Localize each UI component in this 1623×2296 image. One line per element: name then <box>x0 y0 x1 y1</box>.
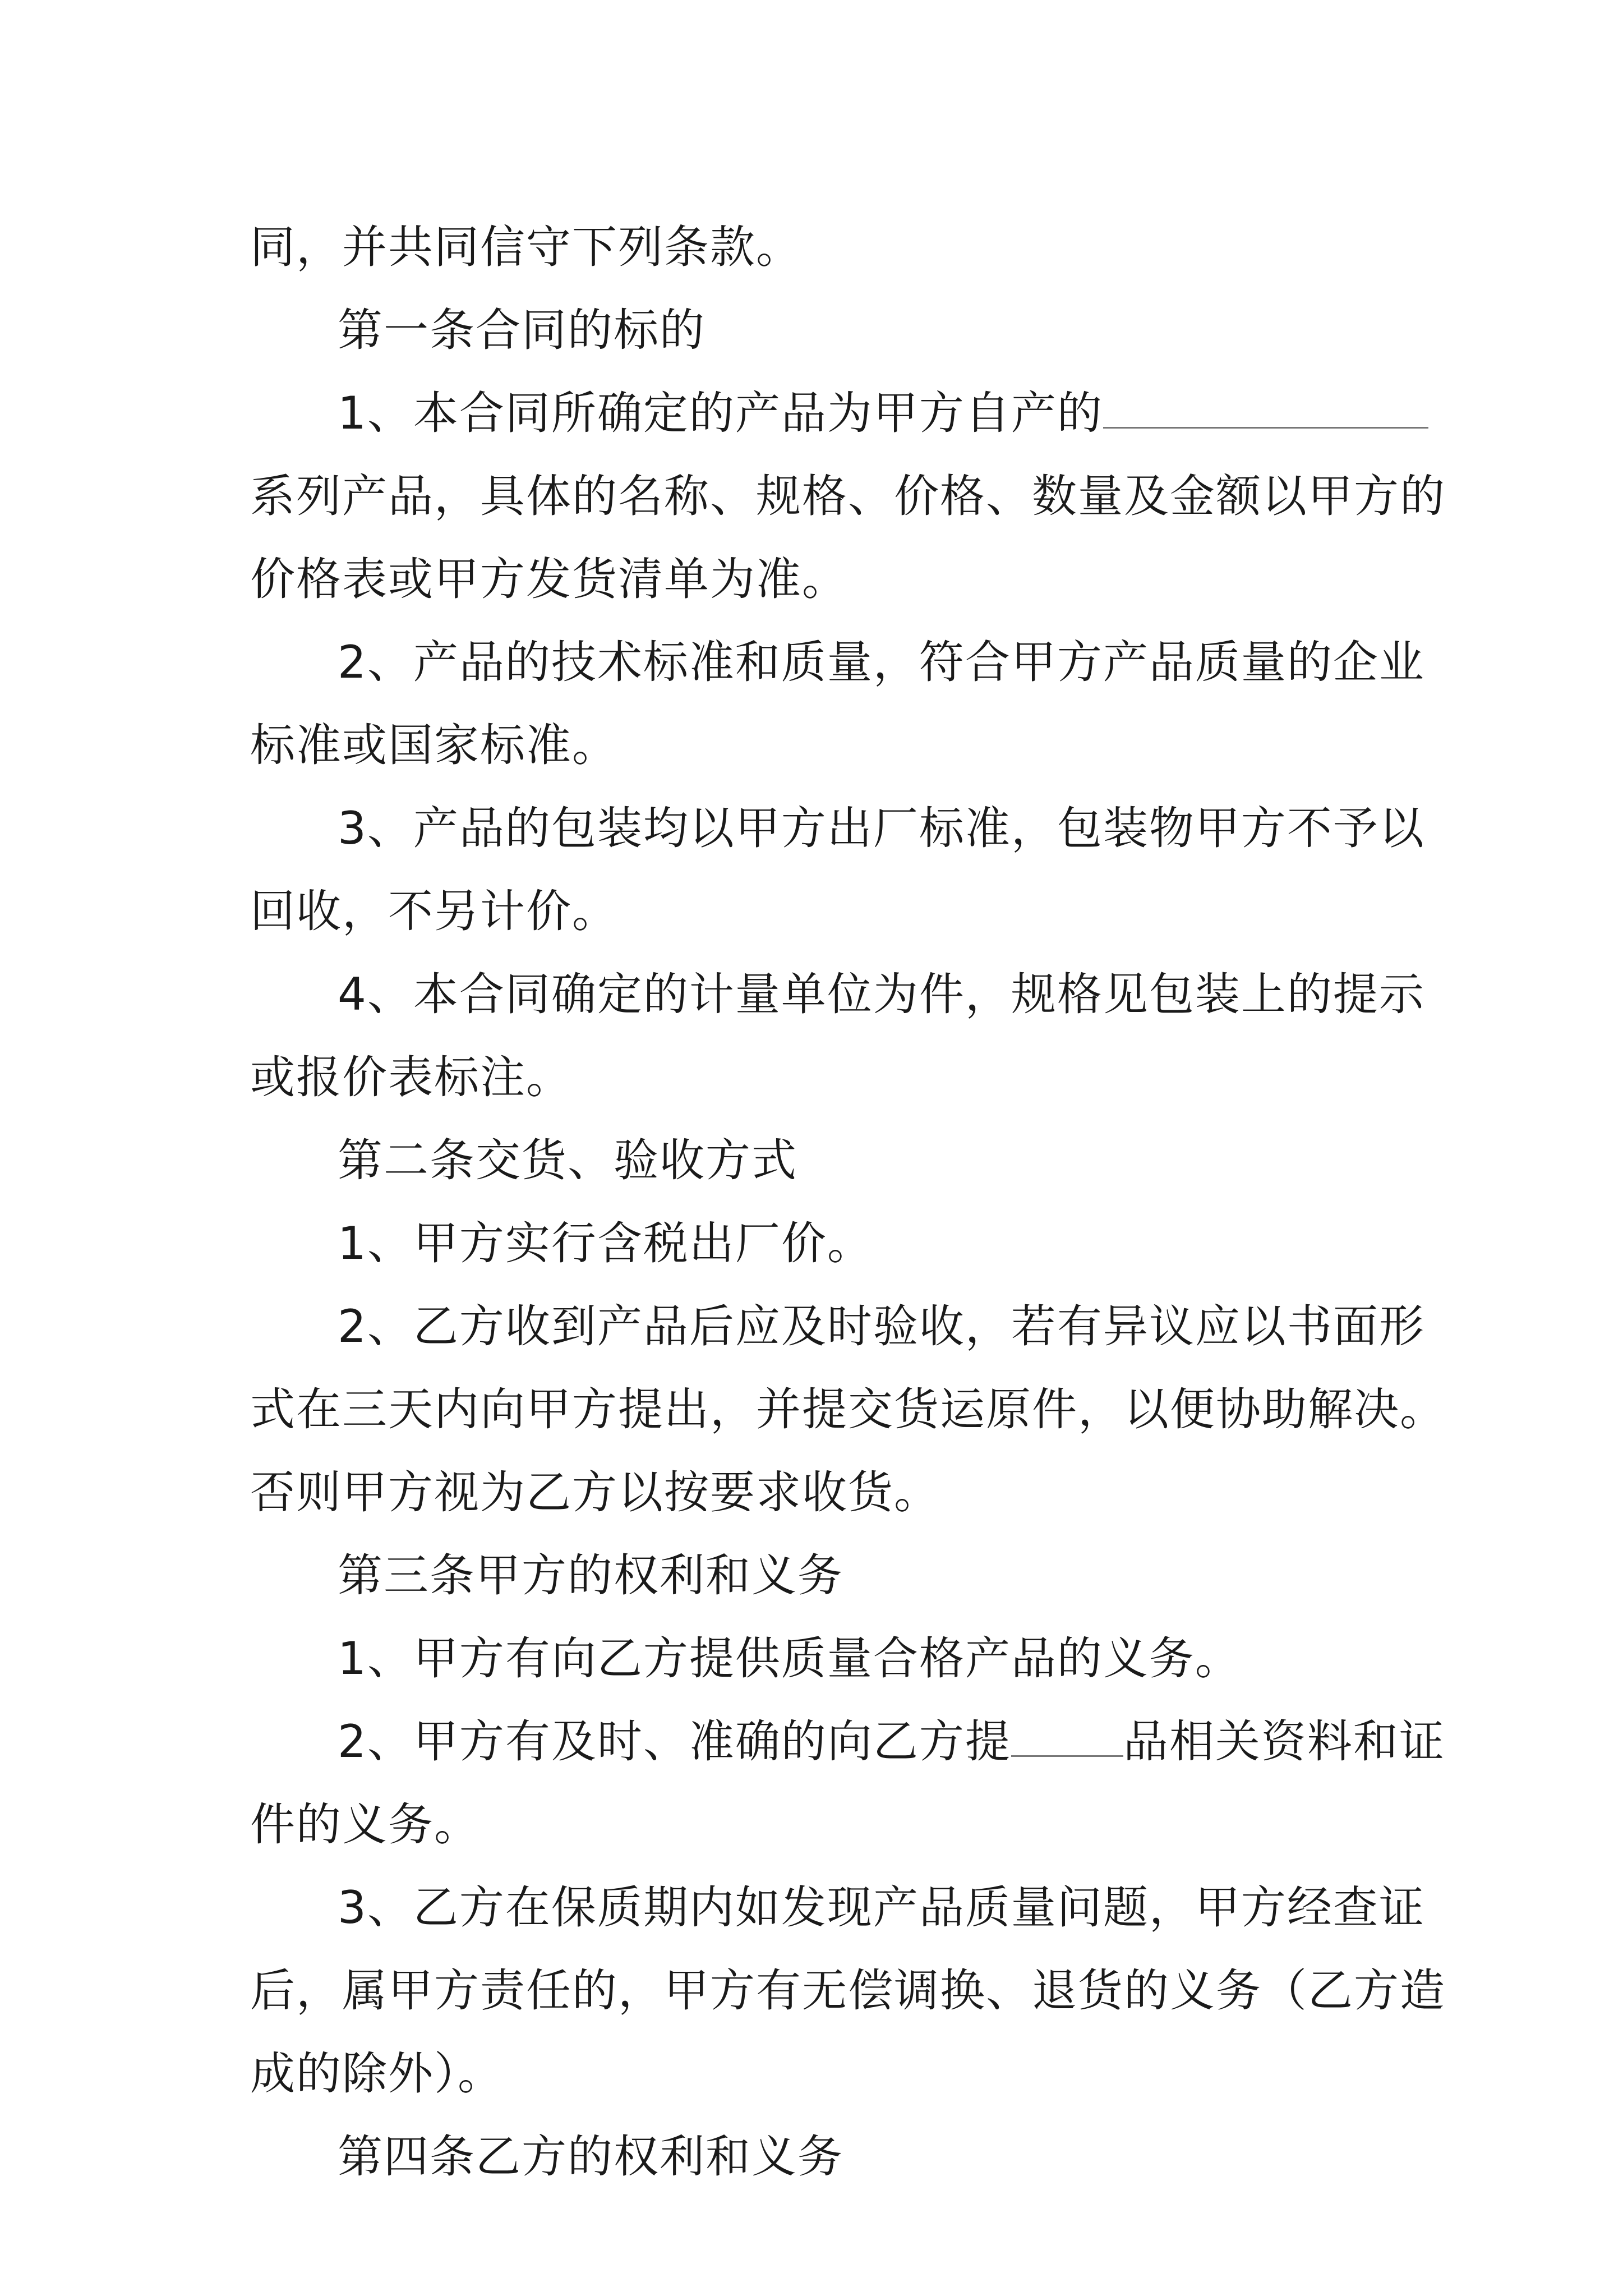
text-line: 或报价表标注。 <box>250 1051 572 1103</box>
text-line: 4、本合同确定的计量单位为件，规格见包装上的提示 <box>338 968 1425 1020</box>
section-heading: 第一条合同的标的 <box>338 304 706 356</box>
text-line: 3、乙方在保质期内如发现产品质量问题，甲方经查证 <box>338 1881 1425 1934</box>
fill-in-blank <box>1103 388 1428 429</box>
text-segment: 2、甲方有及时、准确的向乙方提 <box>338 1715 1011 1768</box>
section-heading: 第三条甲方的权利和义务 <box>338 1549 843 1602</box>
text-line <box>250 1700 1445 1783</box>
text-line: 2、乙方收到产品后应及时验收，若有异议应以书面形 <box>338 1300 1425 1352</box>
text-line: 价格表或甲方发货清单为准。 <box>250 553 848 605</box>
text-line: 后，属甲方责任的，甲方有无偿调换、退货的义务（乙方造 <box>250 1964 1446 2017</box>
section-heading: 第四条乙方的权利和义务 <box>338 2131 843 2183</box>
text-line: 1、甲方有向乙方提供质量合格产品的义务。 <box>338 1632 1241 1685</box>
text-line: 1、甲方实行含税出厂价。 <box>338 1217 873 1269</box>
text-line: 标准或国家标准。 <box>250 719 618 771</box>
text-line: 成的除外）。 <box>250 2047 504 2100</box>
text-line: 3、产品的包装均以甲方出厂标准，包装物甲方不予以 <box>338 802 1425 854</box>
text-line: 否则甲方视为乙方以按要求收货。 <box>250 1466 940 1519</box>
text-line: 件的义务。 <box>250 1798 480 1851</box>
document-page <box>250 206 1446 2198</box>
text-line: 同，并共同信守下列条款。 <box>250 221 802 273</box>
text-segment: 品相关资料和证 <box>1123 1715 1445 1768</box>
text-line: 2、产品的技术标准和质量，符合甲方产品质量的企业 <box>338 636 1425 688</box>
fill-in-blank <box>1011 1716 1123 1757</box>
text-line: 系列产品，具体的名称、规格、价格、数量及金额以甲方的 <box>250 470 1446 522</box>
text-line <box>250 372 1390 455</box>
text-line: 回收，不另计价。 <box>250 885 618 937</box>
text-segment: 1、本合同所确定的产品为甲方自产的 <box>338 387 1103 439</box>
text-line: 式在三天内向甲方提出，并提交货运原件，以便协助解决。 <box>250 1383 1446 1435</box>
section-heading: 第二条交货、验收方式 <box>338 1134 797 1186</box>
